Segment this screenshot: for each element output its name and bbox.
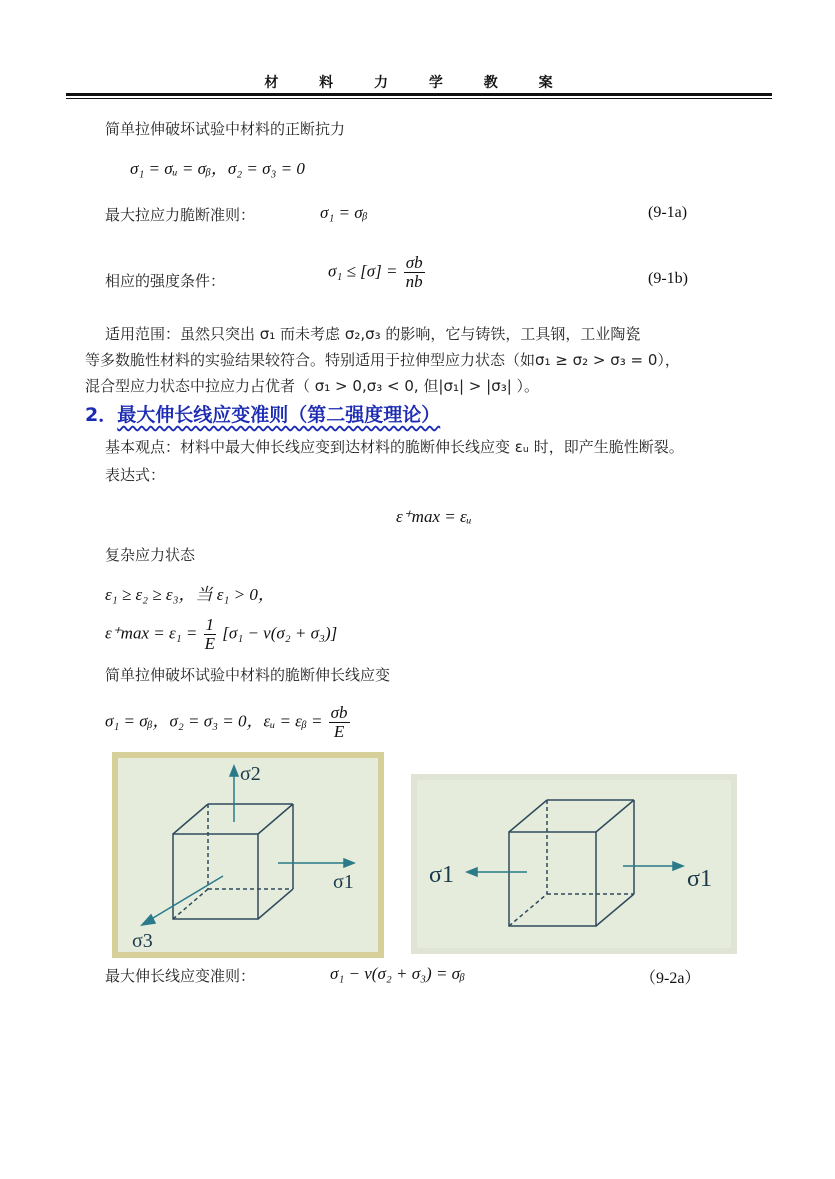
text-uniaxial-strain: 简单拉伸破坏试验中材料的脆断伸长线应变 [105, 666, 391, 684]
label-sigma1-right: σ1 [687, 866, 712, 892]
formula-9-1b [328, 254, 427, 291]
formula-hooke-right: [σ₁ − ν(σ₂ + σ₃)] [222, 623, 338, 643]
figure-triaxial-cube [112, 752, 384, 958]
section-heading-text: 最大伸长线应变准则（第二强度理论） [117, 404, 441, 426]
equation-number-9-1a: (9-1a) [648, 204, 688, 221]
label-strength-condition: 相应的强度条件： [105, 272, 226, 290]
section-heading [85, 400, 440, 427]
formula-9-1a: σ₁ = σᵦ [320, 203, 368, 222]
formula-uniaxial-stress: σ₁ = σᵤ = σᵦ，σ₂ = σ₃ = 0 [130, 159, 305, 178]
formula-9-2a: σ₁ − ν(σ₂ + σ₃) = σᵦ [330, 964, 465, 983]
header-rule-thick [66, 93, 772, 96]
formula-9-1b-fraction [404, 254, 425, 291]
label-sigma2: σ2 [240, 763, 261, 785]
page-header-title: 材 料 力 学 教 案 [264, 75, 571, 91]
figure-uniaxial-cube [411, 774, 737, 954]
text-complex-stress: 复杂应力状态 [105, 546, 196, 564]
formula-9-1b-left: σ₁ ≤ [σ] = [328, 261, 398, 281]
text-uniaxial-strength: 简单拉伸破坏试验中材料的正断抗力 [105, 120, 346, 138]
equation-number-9-1b: (9-1b) [648, 270, 688, 287]
header-rule-thin [66, 98, 772, 99]
formula-max-strain: ε⁺max = εᵤ [396, 507, 472, 526]
text-expression-label: 表达式： [105, 466, 166, 484]
formula-uniaxial-strain-fraction [329, 704, 350, 741]
text-applicability-line1: 适用范围：虽然只突出 σ₁ 而未考虑 σ₂,σ₃ 的影响，它与铸铁，工具钢，工业陶瓷 [105, 325, 641, 343]
fraction-denominator: E [204, 634, 215, 653]
label-sigma3: σ3 [132, 930, 153, 952]
text-basic-view: 基本观点：材料中最大伸长线应变到达材料的脆断伸长线应变 εᵤ 时，即产生脆性断裂。 [105, 438, 684, 456]
text-applicability-line3: 混合型应力状态中拉应力占优者（ σ₁ > 0,σ₃ < 0, 但|σ₁| > |σ₃| ）。 [85, 377, 540, 395]
formula-generalized-hooke [105, 616, 337, 653]
triaxial-cube-drawing [118, 758, 378, 952]
equation-number-9-2a: （9-2a） [640, 970, 701, 987]
label-sigma1-left: σ1 [429, 862, 454, 888]
section-heading-number: 2． [85, 404, 118, 426]
formula-strain-ordering: ε₁ ≥ ε₂ ≥ ε₃，当 ε₁ > 0， [105, 585, 275, 604]
fraction-denominator: E [333, 722, 345, 741]
fraction-denominator: nb [405, 272, 423, 291]
fraction-numerator: σb [330, 703, 348, 722]
label-sigma1: σ1 [333, 871, 354, 893]
text-applicability-line2: 等多数脆性材料的实验结果较符合。特别适用于拉伸型应力状态（如σ₁ ≥ σ₂ > σ₃ = 0）， [85, 351, 680, 369]
uniaxial-cube-drawing [417, 780, 731, 948]
fraction-numerator: 1 [205, 615, 215, 634]
fraction-numerator: σb [405, 253, 423, 272]
formula-uniaxial-strain [105, 704, 352, 741]
label-max-strain-criterion: 最大伸长线应变准则： [105, 967, 256, 985]
label-max-tensile-criterion: 最大拉应力脆断准则： [105, 206, 256, 224]
formula-hooke-fraction [204, 616, 217, 653]
formula-uniaxial-strain-left: σ₁ = σᵦ，σ₂ = σ₃ = 0，εᵤ = εᵦ = [105, 711, 323, 731]
formula-hooke-left: ε⁺max = ε₁ = [105, 623, 198, 643]
